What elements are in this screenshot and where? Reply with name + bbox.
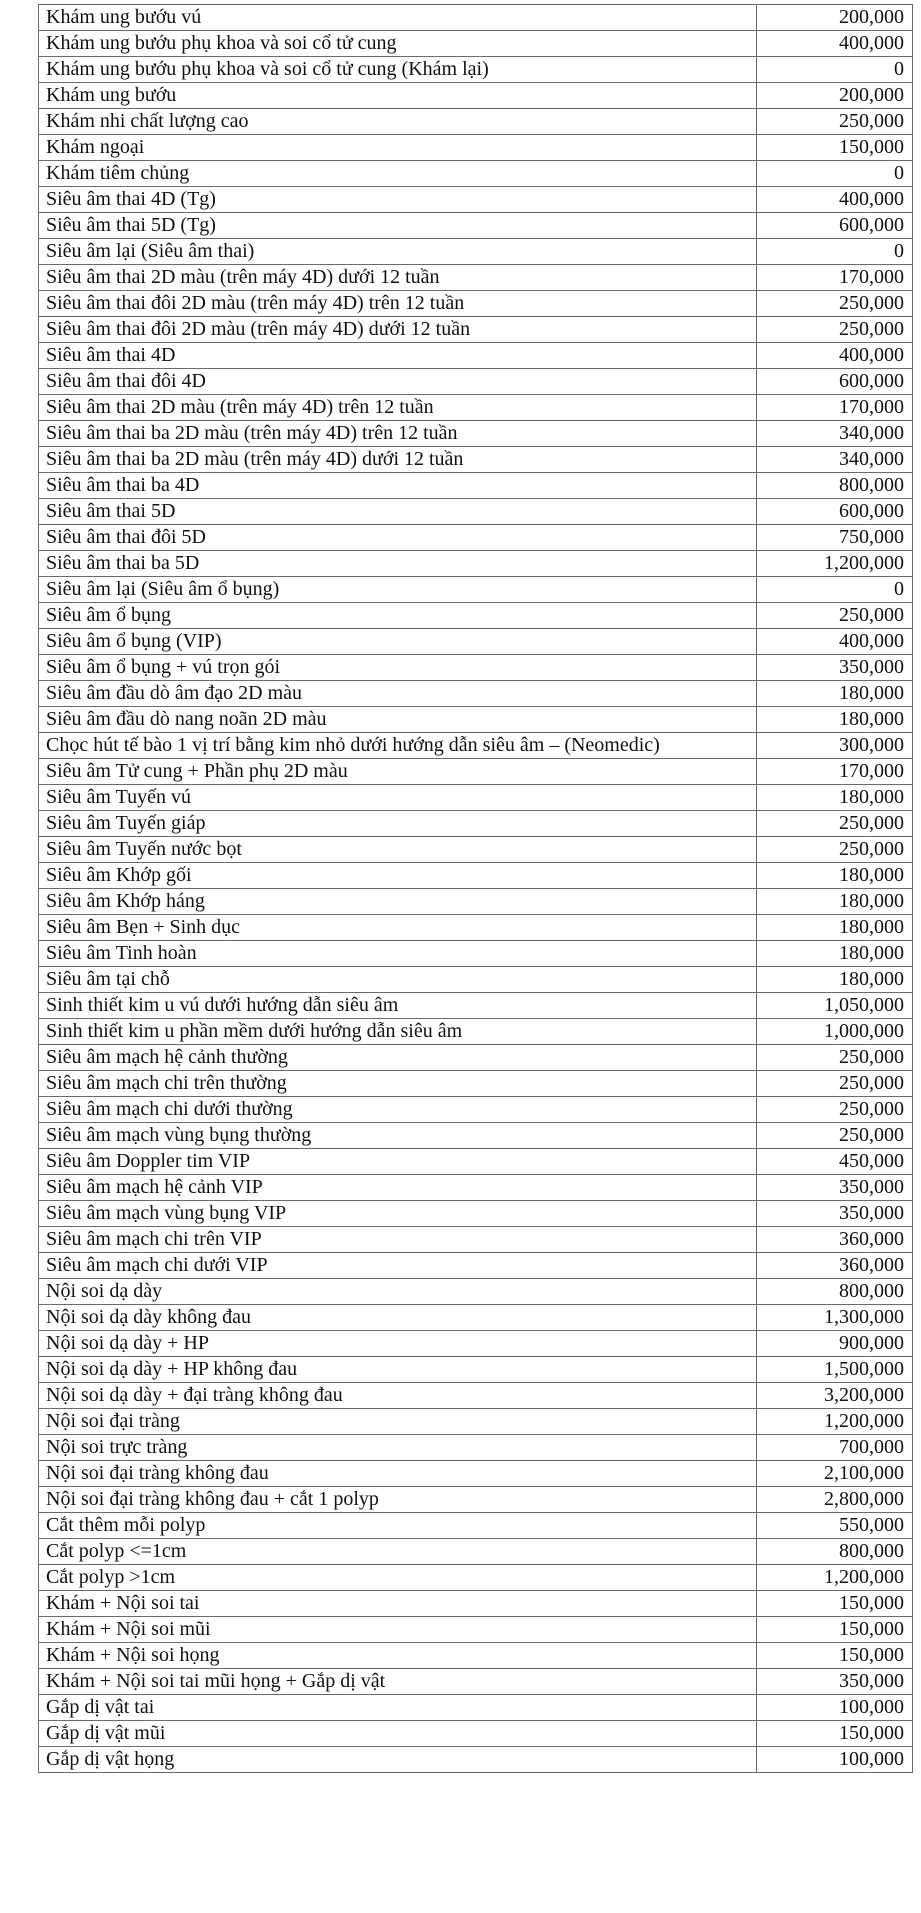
price-table-body [39, 5, 913, 1773]
price-cell: 600,000 [757, 213, 913, 239]
service-name-cell: Siêu âm ổ bụng (VIP) [39, 629, 757, 655]
service-name-cell: Gắp dị vật tai [39, 1695, 757, 1721]
table-row [39, 837, 913, 863]
table-row [39, 1409, 913, 1435]
service-name-cell: Siêu âm mạch chi dưới thường [39, 1097, 757, 1123]
price-cell: 800,000 [757, 1279, 913, 1305]
table-row [39, 1227, 913, 1253]
service-name-cell: Nội soi dạ dày không đau [39, 1305, 757, 1331]
price-cell: 400,000 [757, 31, 913, 57]
service-name-cell: Siêu âm mạch chi trên VIP [39, 1227, 757, 1253]
table-row [39, 1721, 913, 1747]
table-row [39, 1461, 913, 1487]
table-row [39, 369, 913, 395]
table-row [39, 83, 913, 109]
price-cell: 250,000 [757, 1123, 913, 1149]
service-name-cell: Khám ung bướu phụ khoa và soi cổ tử cung [39, 31, 757, 57]
service-name-cell: Siêu âm Doppler tim VIP [39, 1149, 757, 1175]
price-cell: 250,000 [757, 1045, 913, 1071]
table-row [39, 941, 913, 967]
service-name-cell: Cắt thêm mỗi polyp [39, 1513, 757, 1539]
table-row [39, 1045, 913, 1071]
service-name-cell: Nội soi dạ dày + HP không đau [39, 1357, 757, 1383]
price-cell: 600,000 [757, 369, 913, 395]
service-name-cell: Siêu âm Tử cung + Phần phụ 2D màu [39, 759, 757, 785]
price-cell: 170,000 [757, 265, 913, 291]
service-name-cell: Nội soi đại tràng không đau [39, 1461, 757, 1487]
service-name-cell: Khám ung bướu phụ khoa và soi cổ tử cung (Khám lại) [39, 57, 757, 83]
table-row [39, 1643, 913, 1669]
table-row [39, 629, 913, 655]
price-cell: 450,000 [757, 1149, 913, 1175]
price-cell: 150,000 [757, 1591, 913, 1617]
service-name-cell: Sinh thiết kim u vú dưới hướng dẫn siêu âm [39, 993, 757, 1019]
price-cell: 170,000 [757, 395, 913, 421]
table-row [39, 551, 913, 577]
table-row [39, 811, 913, 837]
price-cell: 180,000 [757, 681, 913, 707]
price-cell: 1,050,000 [757, 993, 913, 1019]
service-name-cell: Siêu âm thai 4D [39, 343, 757, 369]
service-name-cell: Siêu âm thai đôi 2D màu (trên máy 4D) dưới 12 tuần [39, 317, 757, 343]
price-cell: 100,000 [757, 1747, 913, 1773]
price-cell: 180,000 [757, 889, 913, 915]
price-cell: 0 [757, 57, 913, 83]
table-row [39, 265, 913, 291]
price-cell: 180,000 [757, 707, 913, 733]
service-name-cell: Gắp dị vật mũi [39, 1721, 757, 1747]
service-name-cell: Siêu âm Tuyến vú [39, 785, 757, 811]
price-cell: 250,000 [757, 109, 913, 135]
service-name-cell: Khám nhi chất lượng cao [39, 109, 757, 135]
table-row [39, 525, 913, 551]
service-name-cell: Siêu âm thai ba 2D màu (trên máy 4D) trên 12 tuần [39, 421, 757, 447]
service-name-cell: Nội soi đại tràng [39, 1409, 757, 1435]
table-row [39, 603, 913, 629]
price-cell: 150,000 [757, 1643, 913, 1669]
price-cell: 180,000 [757, 967, 913, 993]
service-name-cell: Siêu âm thai đôi 2D màu (trên máy 4D) trên 12 tuần [39, 291, 757, 317]
price-cell: 250,000 [757, 291, 913, 317]
price-cell: 400,000 [757, 629, 913, 655]
price-cell: 150,000 [757, 1721, 913, 1747]
service-name-cell: Siêu âm mạch chi trên thường [39, 1071, 757, 1097]
service-name-cell: Siêu âm mạch chi dưới VIP [39, 1253, 757, 1279]
table-row [39, 1357, 913, 1383]
table-row [39, 1617, 913, 1643]
table-row [39, 499, 913, 525]
price-cell: 250,000 [757, 837, 913, 863]
table-row [39, 1435, 913, 1461]
service-name-cell: Nội soi dạ dày [39, 1279, 757, 1305]
price-cell: 340,000 [757, 421, 913, 447]
table-row [39, 1591, 913, 1617]
price-cell: 3,200,000 [757, 1383, 913, 1409]
service-name-cell: Cắt polyp >1cm [39, 1565, 757, 1591]
price-cell: 0 [757, 161, 913, 187]
price-cell: 250,000 [757, 603, 913, 629]
price-cell: 250,000 [757, 1097, 913, 1123]
price-table [38, 4, 913, 1773]
service-name-cell: Khám ung bướu [39, 83, 757, 109]
table-row [39, 187, 913, 213]
table-row [39, 213, 913, 239]
service-name-cell: Siêu âm Tinh hoàn [39, 941, 757, 967]
price-cell: 1,300,000 [757, 1305, 913, 1331]
table-row [39, 785, 913, 811]
table-row [39, 317, 913, 343]
service-name-cell: Siêu âm thai 4D (Tg) [39, 187, 757, 213]
table-row [39, 915, 913, 941]
table-row [39, 889, 913, 915]
service-name-cell: Siêu âm thai ba 4D [39, 473, 757, 499]
service-name-cell: Sinh thiết kim u phần mềm dưới hướng dẫn siêu âm [39, 1019, 757, 1045]
table-row [39, 31, 913, 57]
table-row [39, 733, 913, 759]
price-cell: 2,800,000 [757, 1487, 913, 1513]
price-cell: 150,000 [757, 1617, 913, 1643]
price-cell: 350,000 [757, 1201, 913, 1227]
service-name-cell: Siêu âm ổ bụng [39, 603, 757, 629]
price-cell: 200,000 [757, 5, 913, 31]
service-name-cell: Siêu âm thai đôi 5D [39, 525, 757, 551]
table-row [39, 759, 913, 785]
table-row [39, 1253, 913, 1279]
table-row [39, 5, 913, 31]
service-name-cell: Siêu âm thai đôi 4D [39, 369, 757, 395]
price-cell: 360,000 [757, 1253, 913, 1279]
table-row [39, 1747, 913, 1773]
price-cell: 350,000 [757, 655, 913, 681]
service-name-cell: Siêu âm lại (Siêu âm ổ bụng) [39, 577, 757, 603]
service-name-cell: Siêu âm Khớp háng [39, 889, 757, 915]
service-name-cell: Siêu âm thai 2D màu (trên máy 4D) dưới 12 tuần [39, 265, 757, 291]
price-cell: 700,000 [757, 1435, 913, 1461]
table-row [39, 1305, 913, 1331]
service-name-cell: Siêu âm tại chỗ [39, 967, 757, 993]
service-name-cell: Khám + Nội soi tai mũi họng + Gắp dị vật [39, 1669, 757, 1695]
price-cell: 750,000 [757, 525, 913, 551]
service-name-cell: Nội soi đại tràng không đau + cắt 1 polyp [39, 1487, 757, 1513]
price-cell: 340,000 [757, 447, 913, 473]
price-cell: 250,000 [757, 1071, 913, 1097]
price-cell: 2,100,000 [757, 1461, 913, 1487]
table-row [39, 1539, 913, 1565]
price-cell: 100,000 [757, 1695, 913, 1721]
price-cell: 300,000 [757, 733, 913, 759]
table-row [39, 681, 913, 707]
table-row [39, 447, 913, 473]
service-name-cell: Siêu âm Tuyến giáp [39, 811, 757, 837]
service-name-cell: Gắp dị vật họng [39, 1747, 757, 1773]
price-cell: 180,000 [757, 785, 913, 811]
price-cell: 400,000 [757, 187, 913, 213]
price-cell: 900,000 [757, 1331, 913, 1357]
table-row [39, 1695, 913, 1721]
price-cell: 0 [757, 577, 913, 603]
table-row [39, 57, 913, 83]
price-cell: 180,000 [757, 915, 913, 941]
price-cell: 800,000 [757, 1539, 913, 1565]
table-row [39, 421, 913, 447]
price-cell: 170,000 [757, 759, 913, 785]
price-cell: 1,200,000 [757, 1409, 913, 1435]
service-name-cell: Chọc hút tế bào 1 vị trí bằng kim nhỏ dưới hướng dẫn siêu âm – (Neomedic) [39, 733, 757, 759]
price-cell: 1,000,000 [757, 1019, 913, 1045]
service-name-cell: Siêu âm thai 5D (Tg) [39, 213, 757, 239]
price-cell: 350,000 [757, 1175, 913, 1201]
price-cell: 350,000 [757, 1669, 913, 1695]
service-name-cell: Nội soi dạ dày + đại tràng không đau [39, 1383, 757, 1409]
service-name-cell: Siêu âm mạch vùng bụng thường [39, 1123, 757, 1149]
table-row [39, 863, 913, 889]
table-row [39, 1331, 913, 1357]
service-name-cell: Siêu âm ổ bụng + vú trọn gói [39, 655, 757, 681]
service-name-cell: Siêu âm thai ba 2D màu (trên máy 4D) dưới 12 tuần [39, 447, 757, 473]
price-cell: 0 [757, 239, 913, 265]
service-name-cell: Siêu âm Khớp gối [39, 863, 757, 889]
service-name-cell: Siêu âm mạch hệ cảnh VIP [39, 1175, 757, 1201]
price-cell: 250,000 [757, 811, 913, 837]
service-name-cell: Siêu âm thai ba 5D [39, 551, 757, 577]
table-row [39, 655, 913, 681]
price-cell: 800,000 [757, 473, 913, 499]
table-row [39, 707, 913, 733]
table-row [39, 239, 913, 265]
table-row [39, 1149, 913, 1175]
price-cell: 360,000 [757, 1227, 913, 1253]
service-name-cell: Siêu âm đầu dò nang noãn 2D màu [39, 707, 757, 733]
table-row [39, 1565, 913, 1591]
price-cell: 250,000 [757, 317, 913, 343]
table-row [39, 1123, 913, 1149]
price-cell: 200,000 [757, 83, 913, 109]
table-row [39, 291, 913, 317]
table-row [39, 343, 913, 369]
table-row [39, 109, 913, 135]
service-name-cell: Khám + Nội soi tai [39, 1591, 757, 1617]
table-row [39, 1487, 913, 1513]
price-cell: 1,200,000 [757, 1565, 913, 1591]
price-cell: 150,000 [757, 135, 913, 161]
price-cell: 180,000 [757, 941, 913, 967]
table-row [39, 1201, 913, 1227]
service-name-cell: Siêu âm lại (Siêu âm thai) [39, 239, 757, 265]
service-name-cell: Cắt polyp <=1cm [39, 1539, 757, 1565]
service-name-cell: Khám ngoại [39, 135, 757, 161]
price-cell: 400,000 [757, 343, 913, 369]
price-cell: 600,000 [757, 499, 913, 525]
table-row [39, 967, 913, 993]
table-row [39, 993, 913, 1019]
service-name-cell: Khám ung bướu vú [39, 5, 757, 31]
price-cell: 180,000 [757, 863, 913, 889]
table-row [39, 577, 913, 603]
table-row [39, 161, 913, 187]
service-name-cell: Khám tiêm chủng [39, 161, 757, 187]
table-row [39, 1383, 913, 1409]
table-row [39, 1071, 913, 1097]
service-name-cell: Nội soi trực tràng [39, 1435, 757, 1461]
table-row [39, 1175, 913, 1201]
table-row [39, 135, 913, 161]
table-row [39, 1097, 913, 1123]
service-name-cell: Siêu âm đầu dò âm đạo 2D màu [39, 681, 757, 707]
service-name-cell: Siêu âm mạch hệ cảnh thường [39, 1045, 757, 1071]
table-row [39, 1019, 913, 1045]
service-name-cell: Khám + Nội soi mũi [39, 1617, 757, 1643]
table-row [39, 1279, 913, 1305]
service-name-cell: Khám + Nội soi họng [39, 1643, 757, 1669]
table-row [39, 395, 913, 421]
service-name-cell: Nội soi dạ dày + HP [39, 1331, 757, 1357]
price-cell: 1,500,000 [757, 1357, 913, 1383]
price-cell: 550,000 [757, 1513, 913, 1539]
price-cell: 1,200,000 [757, 551, 913, 577]
service-name-cell: Siêu âm Tuyến nước bọt [39, 837, 757, 863]
table-row [39, 473, 913, 499]
table-row [39, 1669, 913, 1695]
service-name-cell: Siêu âm thai 5D [39, 499, 757, 525]
service-name-cell: Siêu âm thai 2D màu (trên máy 4D) trên 12 tuần [39, 395, 757, 421]
table-row [39, 1513, 913, 1539]
service-name-cell: Siêu âm Bẹn + Sinh dục [39, 915, 757, 941]
service-name-cell: Siêu âm mạch vùng bụng VIP [39, 1201, 757, 1227]
